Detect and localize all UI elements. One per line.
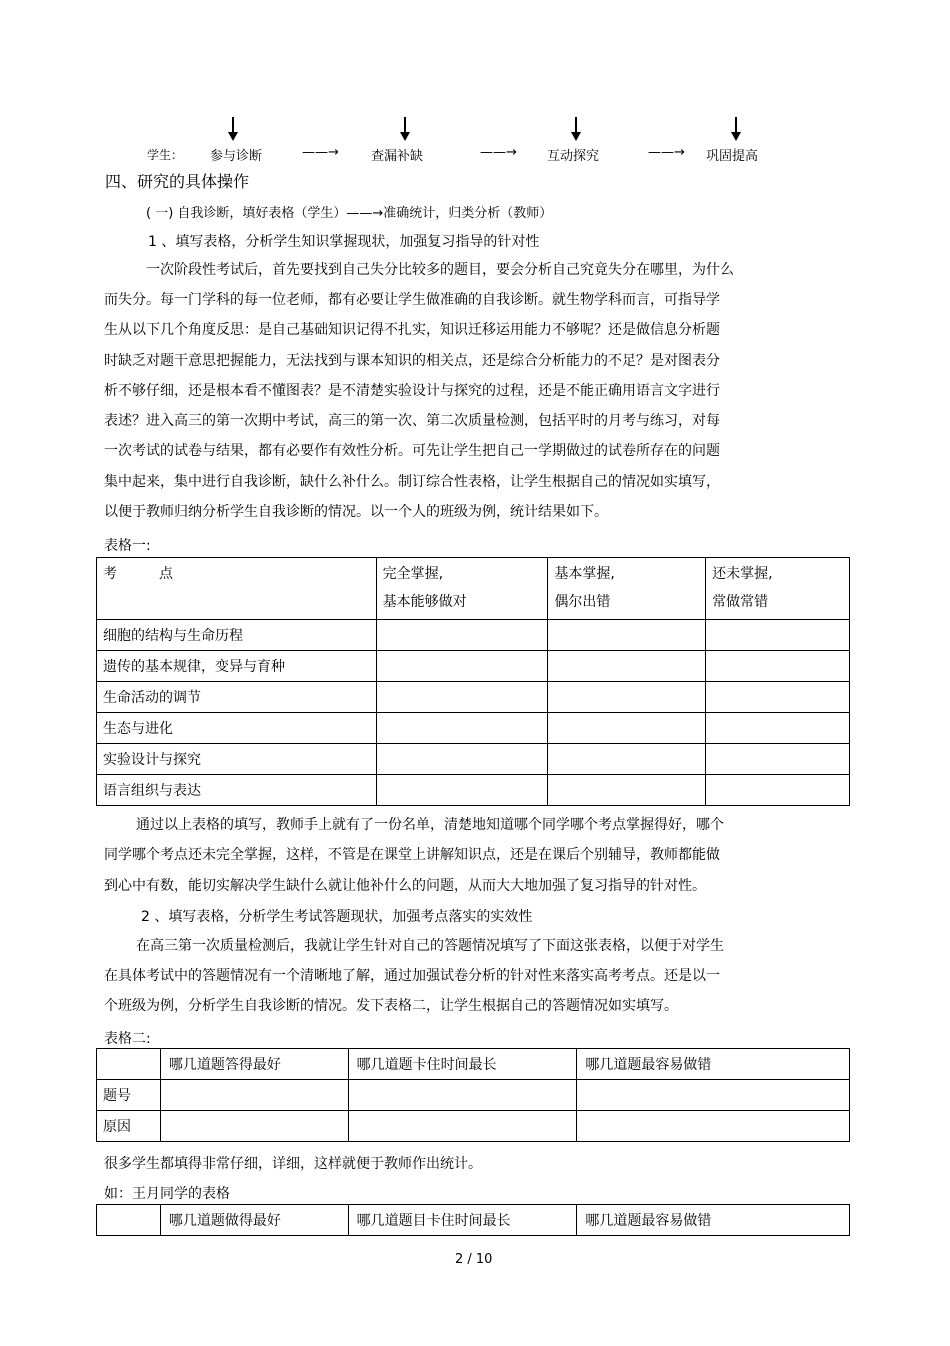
empty-cell (348, 1080, 577, 1111)
header-cell: 基本掌握, 偶尔出错 (548, 558, 706, 620)
header-cell: 哪几道题最容易做错 (577, 1205, 850, 1236)
empty-cell (706, 744, 850, 775)
example-caption: 如：王月同学的表格 (104, 1186, 230, 1202)
table-row (97, 620, 850, 651)
table-row (97, 775, 850, 806)
table-header-row (97, 558, 850, 620)
header-cell: 哪几道题答得最好 (160, 1049, 348, 1080)
flow-step: 巩固提高 (706, 149, 759, 164)
empty-cell (548, 713, 706, 744)
paragraph-line: 一次阶段性考试后，首先要找到自己失分比较多的题目，要会分析自己究竟失分在哪里，为什么 (146, 262, 734, 278)
empty-cell (376, 651, 548, 682)
paragraph-line: 表述？进入高三的第一次期中考试，高三的第一次、第二次质量检测，包括平时的月考与练习，对每 (104, 413, 720, 429)
row-label: 生态与进化 (97, 713, 377, 744)
empty-cell (376, 620, 548, 651)
empty-cell (706, 620, 850, 651)
paragraph-line: 生从以下几个角度反思：是自己基础知识记得不扎实，知识迁移运用能力不够呢？还是做信息分析题 (104, 322, 720, 338)
table-2 (96, 1048, 850, 1142)
paragraph-line: 个班级为例，分析学生自我诊断的情况。发下表格二，让学生根据自己的答题情况如实填写。 (104, 998, 678, 1014)
table-row (97, 1111, 850, 1142)
sub-heading: ( 一) 自我诊断，填好表格（学生）——→准确统计，归类分析（教师） (146, 206, 553, 221)
row-label: 题号 (97, 1080, 161, 1111)
row-label: 细胞的结构与生命历程 (97, 620, 377, 651)
table1-caption: 表格一: (104, 538, 151, 554)
header-cell: 完全掌握, 基本能够做对 (376, 558, 548, 620)
paragraph-line: 一次考试的试卷与结果，都有必要作有效性分析。可先让学生把自己一学期做过的试卷所存在的问题 (104, 443, 720, 459)
empty-cell (577, 1080, 850, 1111)
empty-cell (548, 682, 706, 713)
header-cell: 还未掌握, 常做常错 (706, 558, 850, 620)
flow-connector: ——→ (648, 145, 685, 160)
row-label: 生命活动的调节 (97, 682, 377, 713)
empty-cell (376, 744, 548, 775)
down-arrow-icon (398, 117, 412, 141)
empty-cell (160, 1080, 348, 1111)
table-1 (96, 557, 850, 806)
paragraph-line: 在高三第一次质量检测后，我就让学生针对自己的答题情况填写了下面这张表格，以便于对学生 (136, 938, 724, 954)
header-cell (97, 1205, 161, 1236)
flow-step: 参与诊断 (210, 149, 263, 164)
paragraph-line: 到心中有数，能切实解决学生缺什么就让他补什么的问题，从而大大地加强了复习指导的针对性。 (104, 878, 706, 894)
flow-connector: ——→ (480, 145, 517, 160)
empty-cell (548, 651, 706, 682)
empty-cell (376, 775, 548, 806)
empty-cell (548, 620, 706, 651)
empty-cell (706, 775, 850, 806)
table-row (97, 713, 850, 744)
item1-heading: 1 、填写表格，分析学生知识掌握现状，加强复习指导的针对性 (148, 234, 540, 250)
flow-student-label: 学生： (147, 148, 184, 162)
page-number: 2 / 10 (455, 1252, 493, 1267)
down-arrow-icon (569, 117, 583, 141)
header-cell: 哪几道题做得最好 (160, 1205, 348, 1236)
empty-cell (706, 682, 850, 713)
empty-cell (706, 713, 850, 744)
down-arrow-icon (226, 117, 240, 141)
table-row (97, 651, 850, 682)
paragraph-line: 以便于教师归纳分析学生自我诊断的情况。以一个人的班级为例，统计结果如下。 (104, 504, 608, 520)
empty-cell (160, 1111, 348, 1142)
empty-cell (548, 775, 706, 806)
table-row (97, 744, 850, 775)
down-arrow-icon (729, 117, 743, 141)
header-cell: 哪几道题最容易做错 (577, 1049, 850, 1080)
empty-cell (348, 1111, 577, 1142)
row-label: 遗传的基本规律，变异与育种 (97, 651, 377, 682)
header-cell: 考 点 (97, 558, 377, 620)
paragraph-line: 通过以上表格的填写，教师手上就有了一份名单，清楚地知道哪个同学哪个考点掌握得好，哪个 (136, 817, 724, 833)
row-label: 实验设计与探究 (97, 744, 377, 775)
empty-cell (376, 713, 548, 744)
table2-caption: 表格二: (104, 1031, 151, 1047)
section-heading: 四、研究的具体操作 (105, 172, 250, 191)
paragraph-line: 时缺乏对题干意思把握能力，无法找到与课本知识的相关点，还是综合分析能力的不足？是对图表分 (104, 353, 720, 369)
paragraph-line: 集中起来，集中进行自我诊断，缺什么补什么。制订综合性表格，让学生根据自己的情况如实填写， (104, 474, 720, 490)
table-3 (96, 1204, 850, 1236)
item2-heading: 2 、填写表格，分析学生考试答题现状，加强考点落实的实效性 (141, 909, 533, 925)
flow-step: 查漏补缺 (371, 149, 424, 164)
table-row (97, 682, 850, 713)
paragraph-line: 而失分。每一门学科的每一位老师，都有必要让学生做准确的自我诊断。就生物学科而言，可指导学 (104, 292, 720, 308)
table-header-row (97, 1049, 850, 1080)
table-header-row (97, 1205, 850, 1236)
row-label: 原因 (97, 1111, 161, 1142)
paragraph-line: 同学哪个考点还未完全掌握，这样，不管是在课堂上讲解知识点，还是在课后个别辅导，教师都能做 (104, 847, 720, 863)
row-label: 语言组织与表达 (97, 775, 377, 806)
empty-cell (706, 651, 850, 682)
header-cell: 哪几道题卡住时间最长 (348, 1049, 577, 1080)
table-row (97, 1080, 850, 1111)
paragraph-4: 很多学生都填得非常仔细，详细，这样就便于教师作出统计。 (104, 1156, 482, 1172)
header-cell: 哪几道题目卡住时间最长 (348, 1205, 577, 1236)
paragraph-line: 在具体考试中的答题情况有一个清晰地了解，通过加强试卷分析的针对性来落实高考考点。还是以一 (104, 968, 720, 984)
flow-step: 互动探究 (547, 149, 600, 164)
paragraph-line: 析不够仔细，还是根本看不懂图表？是不清楚实验设计与探究的过程，还是不能正确用语言文字进行 (104, 383, 720, 399)
empty-cell (548, 744, 706, 775)
empty-cell (376, 682, 548, 713)
header-cell (97, 1049, 161, 1080)
flow-connector: ——→ (302, 145, 339, 160)
empty-cell (577, 1111, 850, 1142)
